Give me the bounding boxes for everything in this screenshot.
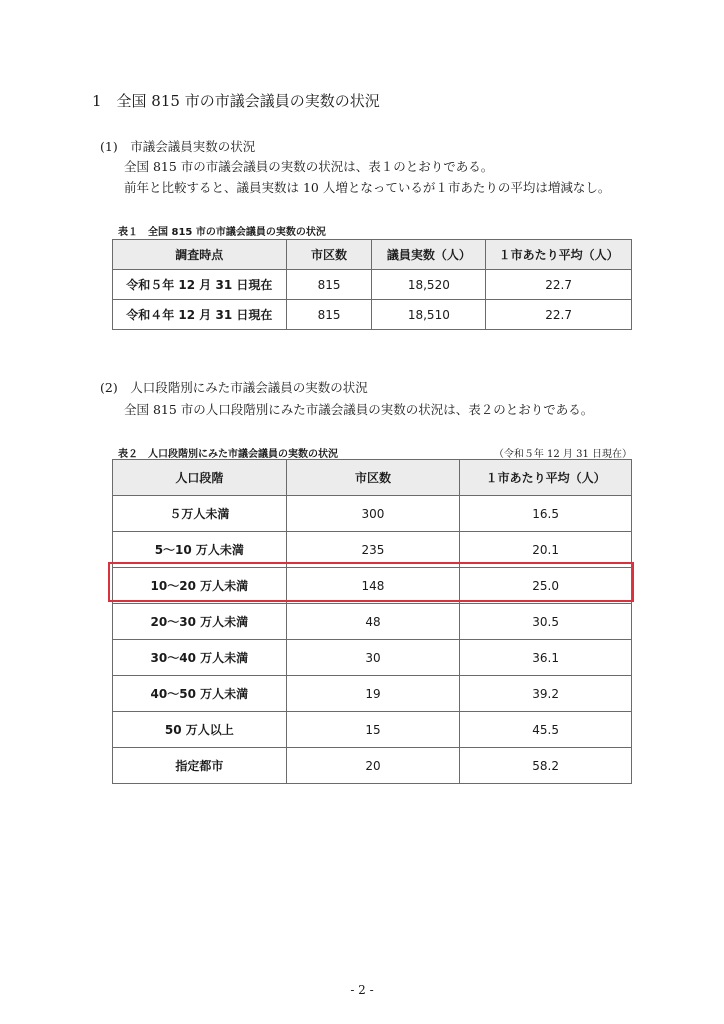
table2-cell: ５万人未満 bbox=[113, 496, 287, 532]
table2-cell: 16.5 bbox=[460, 496, 632, 532]
table1-cell: 815 bbox=[286, 300, 372, 330]
table1-header-row bbox=[113, 240, 632, 270]
table1-cell: 22.7 bbox=[486, 300, 632, 330]
table2-caption: 表２ 人口段階別にみた市議会議員の実数の状況 bbox=[118, 449, 338, 460]
table1-header-cell: 調査時点 bbox=[113, 240, 287, 270]
section2-title: (2) 人口段階別にみた市議会議員の実数の状況 bbox=[100, 380, 368, 395]
table1 bbox=[112, 239, 632, 330]
table1-cell: 18,520 bbox=[372, 270, 486, 300]
table1-caption: 表１ 全国 815 市の市議会議員の実数の状況 bbox=[118, 227, 326, 238]
table2-cell: 58.2 bbox=[460, 748, 632, 784]
table-row bbox=[113, 748, 632, 784]
table2-cell: 39.2 bbox=[460, 676, 632, 712]
table2-cell: 19 bbox=[286, 676, 460, 712]
table2-cell: 36.1 bbox=[460, 640, 632, 676]
table1-header-cell: 市区数 bbox=[286, 240, 372, 270]
table-row bbox=[113, 604, 632, 640]
table2-cell: 20～30 万人未満 bbox=[113, 604, 287, 640]
table2-cell: 30 bbox=[286, 640, 460, 676]
table2-cell: 10～20 万人未満 bbox=[113, 568, 287, 604]
table-row bbox=[113, 300, 632, 330]
page-heading: 1 全国 815 市の市議会議員の実数の状況 bbox=[92, 92, 380, 110]
highlight-box bbox=[108, 562, 634, 602]
table2-cell: 5～10 万人未満 bbox=[113, 532, 287, 568]
table1-cell: 815 bbox=[286, 270, 372, 300]
table1-cell: 令和４年 12 月 31 日現在 bbox=[113, 300, 287, 330]
table2 bbox=[112, 459, 632, 784]
table1-cell: 22.7 bbox=[486, 270, 632, 300]
table2-cell: 45.5 bbox=[460, 712, 632, 748]
table2-cell: 30.5 bbox=[460, 604, 632, 640]
table1-header-cell: １市あたり平均（人） bbox=[486, 240, 632, 270]
table2-cell: 235 bbox=[286, 532, 460, 568]
table-row bbox=[113, 676, 632, 712]
table2-cell: 15 bbox=[286, 712, 460, 748]
table2-cell: 148 bbox=[286, 568, 460, 604]
table2-header-cell: 人口段階 bbox=[113, 460, 287, 496]
table1-cell: 令和５年 12 月 31 日現在 bbox=[113, 270, 287, 300]
table1-header-cell: 議員実数（人） bbox=[372, 240, 486, 270]
table2-header-cell: １市あたり平均（人） bbox=[460, 460, 632, 496]
table2-cell: 300 bbox=[286, 496, 460, 532]
table2-cell: 20.1 bbox=[460, 532, 632, 568]
table-row bbox=[113, 496, 632, 532]
page-number: - 2 - bbox=[350, 983, 374, 997]
table2-cell: 30～40 万人未満 bbox=[113, 640, 287, 676]
section1-paragraph-1: 全国 815 市の市議会議員の実数の状況は、表１のとおりである。 bbox=[124, 159, 494, 174]
table2-cell: 指定都市 bbox=[113, 748, 287, 784]
table-row bbox=[113, 640, 632, 676]
table-row bbox=[113, 270, 632, 300]
table2-cell: 20 bbox=[286, 748, 460, 784]
table2-header-cell: 市区数 bbox=[286, 460, 460, 496]
table-row bbox=[113, 712, 632, 748]
table2-header-row bbox=[113, 460, 632, 496]
table2-cell: 50 万人以上 bbox=[113, 712, 287, 748]
table2-cell: 40～50 万人未満 bbox=[113, 676, 287, 712]
section1-paragraph-2: 前年と比較すると、議員実数は 10 人増となっているが１市あたりの平均は増減なし。 bbox=[124, 180, 611, 195]
section2-paragraph-1: 全国 815 市の人口段階別にみた市議会議員の実数の状況は、表２のとおりである。 bbox=[124, 402, 594, 417]
table2-date-note: （令和５年 12 月 31 日現在） bbox=[493, 449, 632, 460]
table2-cell: 25.0 bbox=[460, 568, 632, 604]
table2-cell: 48 bbox=[286, 604, 460, 640]
table1-cell: 18,510 bbox=[372, 300, 486, 330]
section1-title: (1) 市議会議員実数の状況 bbox=[100, 139, 256, 154]
